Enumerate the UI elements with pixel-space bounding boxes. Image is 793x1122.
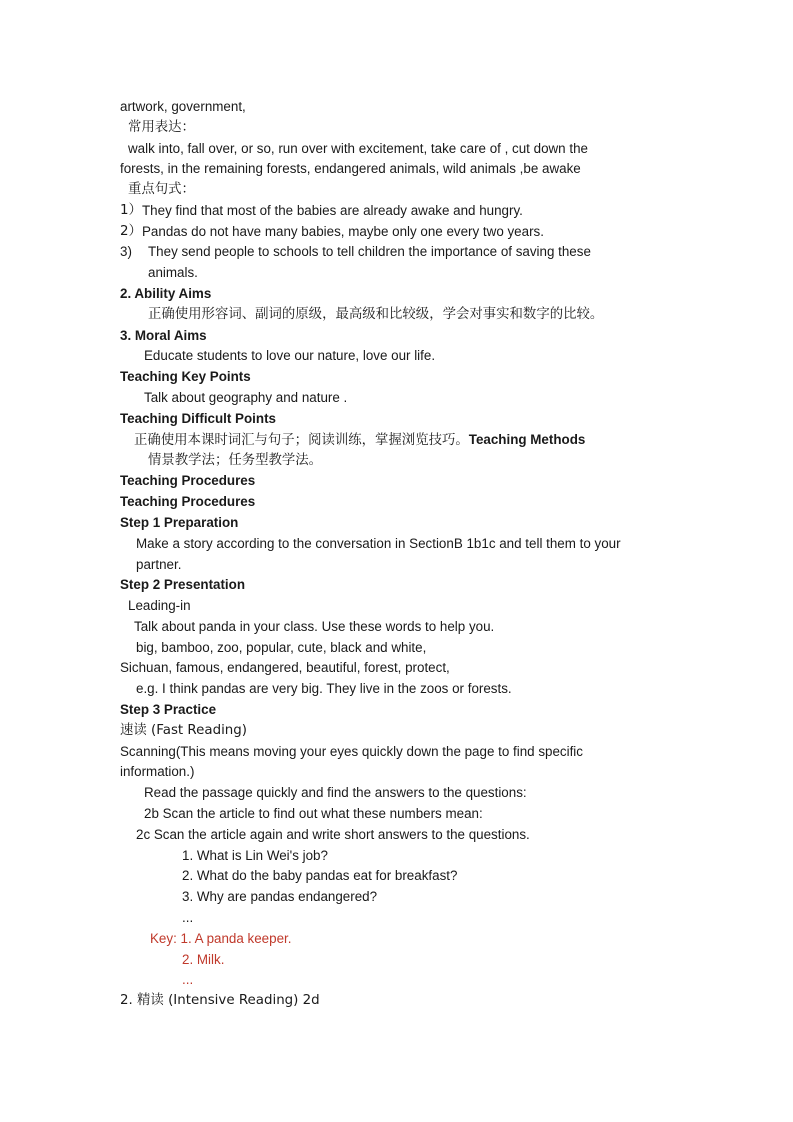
item-number: 1） xyxy=(120,203,142,218)
answer-key-1: Key: 1. A panda keeper. xyxy=(150,931,292,946)
question-2: 2. What do the baby pandas eat for breakfast? xyxy=(182,868,458,883)
word-list-2: Sichuan, famous, endangered, beautiful, forest, protect, xyxy=(120,660,450,675)
vocab-line: artwork, government, xyxy=(120,99,246,114)
scanning-text-cont: information.) xyxy=(120,764,195,779)
step-1-text: Make a story according to the conversation in SectionB 1b1c and tell them to your xyxy=(136,536,621,551)
sentence-item-3-cont: animals. xyxy=(148,265,198,280)
word-list-1: big, bamboo, zoo, popular, cute, black and white, xyxy=(136,640,427,655)
heading-teaching-procedures-repeat: Teaching Procedures xyxy=(120,494,256,509)
heading-intensive-reading: 2. 精读 (Intensive Reading) 2d xyxy=(120,993,320,1008)
heading-step-1: Step 1 Preparation xyxy=(120,515,239,530)
example-sentence: e.g. I think pandas are very big. They live in the zoos or forests. xyxy=(136,681,512,696)
answer-key-2: 2. Milk. xyxy=(182,952,225,967)
sentence-item-3 xyxy=(120,242,591,262)
sentence-item-2 xyxy=(120,222,544,242)
sentence-text: They send people to schools to tell children the importance of saving these xyxy=(148,244,591,259)
section-heading-common-expressions: 常用表达： xyxy=(128,120,195,135)
heading-difficult-points: Teaching Difficult Points xyxy=(120,411,276,426)
answer-key-ellipsis: ... xyxy=(182,972,194,987)
section-heading-key-sentences: 重点句式： xyxy=(128,182,195,197)
item-number: 3) xyxy=(120,244,132,259)
scanning-text: Scanning(This means moving your eyes quickly down the page to find specific xyxy=(120,744,583,759)
difficult-points-line xyxy=(134,430,585,450)
sentence-text: They find that most of the babies are already awake and hungry. xyxy=(142,203,523,218)
sentence-text: Pandas do not have many babies, maybe only one every two years. xyxy=(142,224,544,239)
subheading-leading-in: Leading-in xyxy=(128,598,191,613)
difficult-points-text: 正确使用本课时词汇与句子；阅读训练，掌握浏览技巧。 xyxy=(134,433,469,448)
step-1-text-cont: partner. xyxy=(136,557,182,572)
heading-step-2: Step 2 Presentation xyxy=(120,577,246,592)
heading-ability-aims: 2. Ability Aims xyxy=(120,286,212,301)
question-ellipsis: ... xyxy=(182,910,194,925)
sentence-item-1 xyxy=(120,201,523,221)
teaching-methods-text: 情景教学法；任务型教学法。 xyxy=(148,453,323,468)
heading-teaching-methods: Teaching Methods xyxy=(468,432,586,447)
heading-moral-aims: 3. Moral Aims xyxy=(120,328,207,343)
ability-aims-text: 正确使用形容词、副词的原级，最高级和比较级，学会对事实和数字的比较。 xyxy=(148,307,604,322)
instruction-2c: 2c Scan the article again and write short answers to the questions. xyxy=(136,827,530,842)
leading-in-text: Talk about panda in your class. Use these words to help you. xyxy=(134,619,495,634)
question-3: 3. Why are pandas endangered? xyxy=(182,889,378,904)
expressions-line-1: walk into, fall over, or so, run over with excitement, take care of , cut down the xyxy=(128,141,588,156)
heading-step-3: Step 3 Practice xyxy=(120,702,217,717)
key-points-text: Talk about geography and nature . xyxy=(144,390,348,405)
instruction-read: Read the passage quickly and find the answers to the questions: xyxy=(144,785,527,800)
question-1: 1. What is Lin Wei's job? xyxy=(182,848,328,863)
subheading-fast-reading: 速读 (Fast Reading) xyxy=(120,723,248,738)
instruction-2b: 2b Scan the article to find out what these numbers mean: xyxy=(144,806,483,821)
moral-aims-text: Educate students to love our nature, love our life. xyxy=(144,348,436,363)
item-number: 2） xyxy=(120,224,142,239)
heading-teaching-procedures: Teaching Procedures xyxy=(120,473,256,488)
expressions-line-2: forests, in the remaining forests, endangered animals, wild animals ,be awake xyxy=(120,161,581,176)
heading-key-points: Teaching Key Points xyxy=(120,369,251,384)
